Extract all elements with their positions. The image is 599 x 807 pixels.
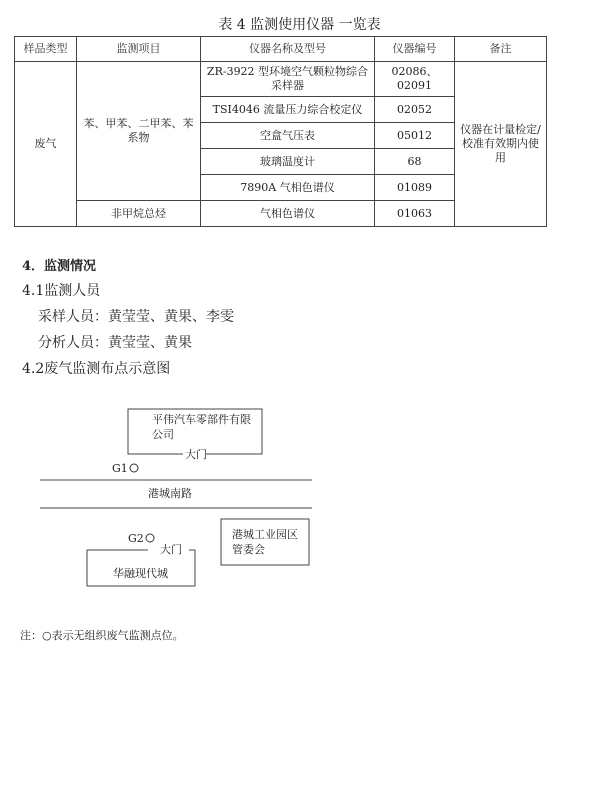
cell-instrument-code: 02086、02091	[375, 62, 455, 97]
gate1-label: 大门	[185, 448, 207, 461]
g2-label: G2	[128, 532, 144, 545]
diagram-lines	[0, 390, 599, 600]
cell-instrument-name: 7890A 气相色谱仪	[201, 175, 375, 201]
cell-instrument-code: 05012	[375, 123, 455, 149]
gate2-label: 大门	[160, 543, 182, 556]
section-4-2-title: 4.2废气监测布点示意图	[22, 361, 171, 377]
cell-instrument-code: 01089	[375, 175, 455, 201]
g2-point-icon	[146, 534, 154, 542]
samplers-line: 采样人员：黄莹莹、黄果、李雯	[38, 309, 234, 325]
monitoring-layout-diagram	[0, 390, 599, 600]
cell-remark: 仪器在计量检定/校准有效期内使用	[455, 62, 547, 227]
table-caption: 表 4 监测使用仪器 一览表	[218, 17, 381, 33]
header-remark: 备注	[455, 37, 547, 62]
table-row	[15, 62, 547, 97]
road-label: 港城南路	[148, 487, 192, 500]
instrument-table	[14, 36, 547, 227]
diagram-note: 注：○表示无组织废气监测点位。	[20, 629, 184, 642]
analysts-line: 分析人员：黄莹莹、黄果	[38, 335, 192, 351]
cell-group1-items: 苯、甲苯、二甲苯、苯系物	[77, 62, 201, 201]
cell-instrument-code: 01063	[375, 201, 455, 227]
header-instrument-code: 仪器编号	[375, 37, 455, 62]
cell-instrument-name: ZR-3922 型环境空气颗粒物综合采样器	[201, 62, 375, 97]
cell-instrument-name: TSI4046 流量压力综合校定仪	[201, 97, 375, 123]
cell-instrument-name: 玻璃温度计	[201, 149, 375, 175]
company-label: 平伟汽车零部件有限公司	[152, 413, 251, 441]
mall-label: 华融现代城	[113, 567, 168, 580]
cell-instrument-code: 02052	[375, 97, 455, 123]
header-monitor-item: 监测项目	[77, 37, 201, 62]
section-4-1-title: 4.1监测人员	[22, 283, 101, 299]
header-instrument-name: 仪器名称及型号	[201, 37, 375, 62]
table-header-row	[15, 37, 547, 62]
g1-point-icon	[130, 464, 138, 472]
cell-sample-type: 废气	[15, 62, 77, 227]
header-sample-type: 样品类型	[15, 37, 77, 62]
section-4-title: 4．监测情况	[22, 259, 97, 274]
cell-instrument-name: 空盒气压表	[201, 123, 375, 149]
cell-instrument-name: 气相色谱仪	[201, 201, 375, 227]
cell-instrument-code: 68	[375, 149, 455, 175]
g1-label: G1	[112, 462, 128, 475]
cell-group2-items: 非甲烷总烃	[77, 201, 201, 227]
committee-label: 港城工业园区管委会	[232, 528, 298, 556]
